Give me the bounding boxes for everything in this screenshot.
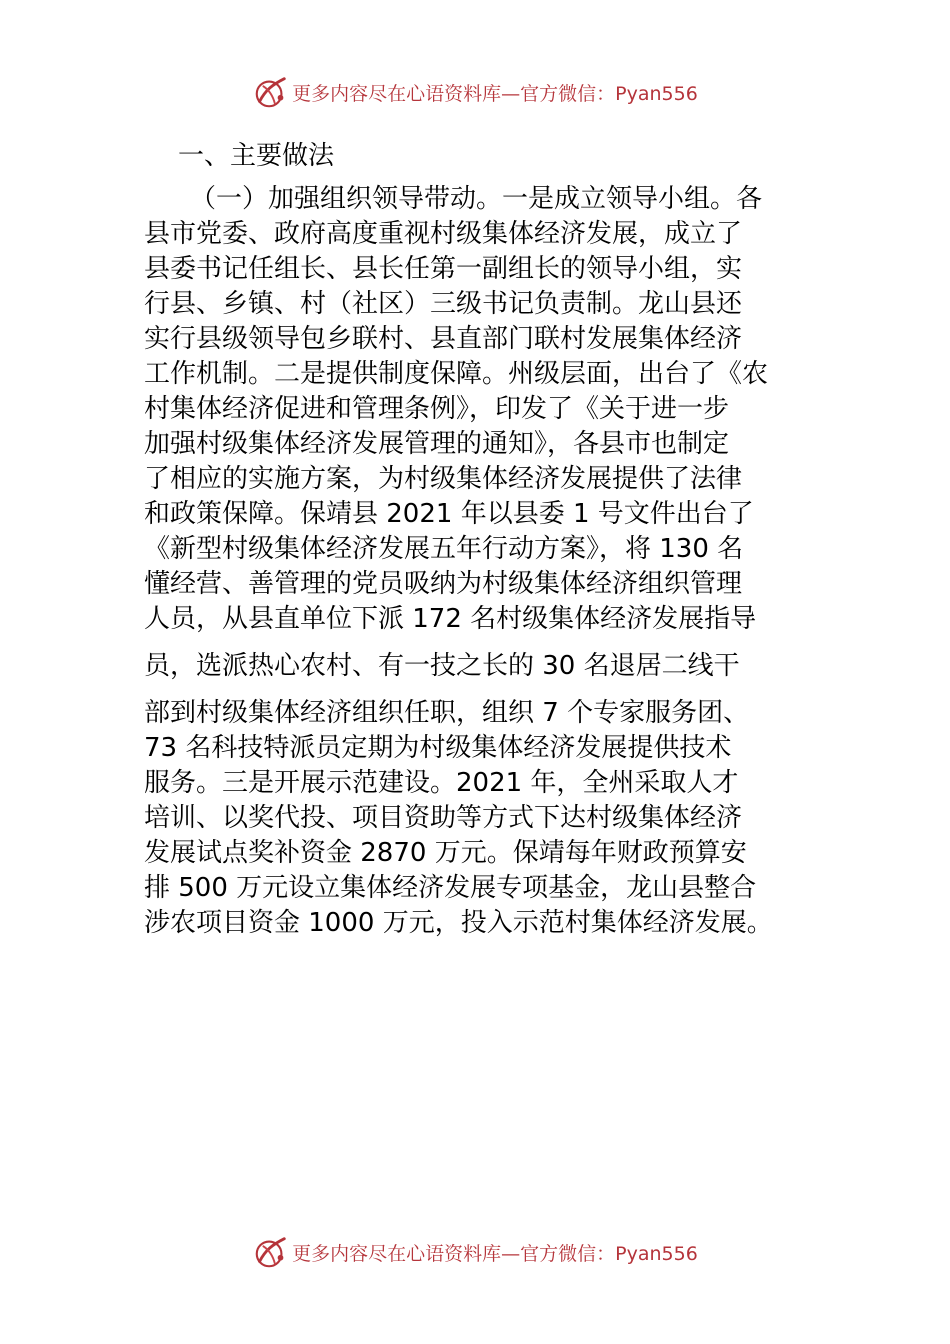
text-line: 工作机制。二是提供制度保障。州级层面，出台了《农 [144, 359, 769, 389]
text-line: 发展试点奖补资金 2870 万元。保靖每年财政预算安 [144, 838, 747, 868]
text-line: 部到村级集体经济组织任职，组织 7 个专家服务团、 [144, 698, 750, 728]
text-line: 服务。三是开展示范建设。2021 年，全州采取人才 [144, 768, 739, 798]
text-line: 和政策保障。保靖县 2021 年以县委 1 号文件出台了 [144, 499, 754, 529]
banner-text [292, 1239, 698, 1266]
banner-label: 更多内容尽在心语资料库—官方微信： [292, 82, 616, 105]
text-line: 实行县级领导包乡联村、县直部门联村发展集体经济 [144, 324, 743, 354]
footer-banner [0, 1232, 950, 1272]
logo-icon [252, 1233, 290, 1271]
text-line: 排 500 万元设立集体经济发展专项基金，龙山县整合 [144, 873, 757, 903]
banner-text [292, 79, 698, 106]
text-line: 员，选派热心农村、有一技之长的 30 名退居二线干 [144, 651, 740, 681]
text-line: 行县、乡镇、村（社区）三级书记负责制。龙山县还 [144, 289, 743, 319]
header-banner [0, 72, 950, 112]
text-line: （一）加强组织领导带动。一是成立领导小组。各 [190, 184, 763, 214]
text-line: 村集体经济促进和管理条例》，印发了《关于进一步 [144, 394, 730, 424]
paragraph [144, 182, 822, 941]
text-line: 人员，从县直单位下派 172 名村级集体经济发展指导 [144, 604, 757, 634]
text-line: 加强村级集体经济发展管理的通知》，各县市也制定 [144, 429, 730, 459]
text-line: 县市党委、政府高度重视村级集体经济发展，成立了 [144, 219, 743, 249]
logo-icon [252, 73, 290, 111]
text-line: 《新型村级集体经济发展五年行动方案》，将 130 名 [144, 534, 744, 564]
text-line: 涉农项目资金 1000 万元，投入示范村集体经济发展。 [144, 908, 773, 938]
document-body [144, 138, 822, 941]
text-line: 懂经营、善管理的党员吸纳为村级集体经济组织管理 [144, 569, 743, 599]
text-line: 县委书记任组长、县长任第一副组长的领导小组，实 [144, 254, 743, 284]
banner-label: 更多内容尽在心语资料库—官方微信： [292, 1242, 616, 1265]
section-heading: 一、主要做法 [178, 141, 335, 171]
wechat-id: Pyan556 [615, 82, 698, 105]
text-line: 73 名科技特派员定期为村级集体经济发展提供技术 [144, 733, 732, 763]
text-line: 了相应的实施方案，为村级集体经济发展提供了法律 [144, 464, 743, 494]
wechat-id: Pyan556 [615, 1242, 698, 1265]
text-line: 培训、以奖代投、项目资助等方式下达村级集体经济 [144, 803, 743, 833]
